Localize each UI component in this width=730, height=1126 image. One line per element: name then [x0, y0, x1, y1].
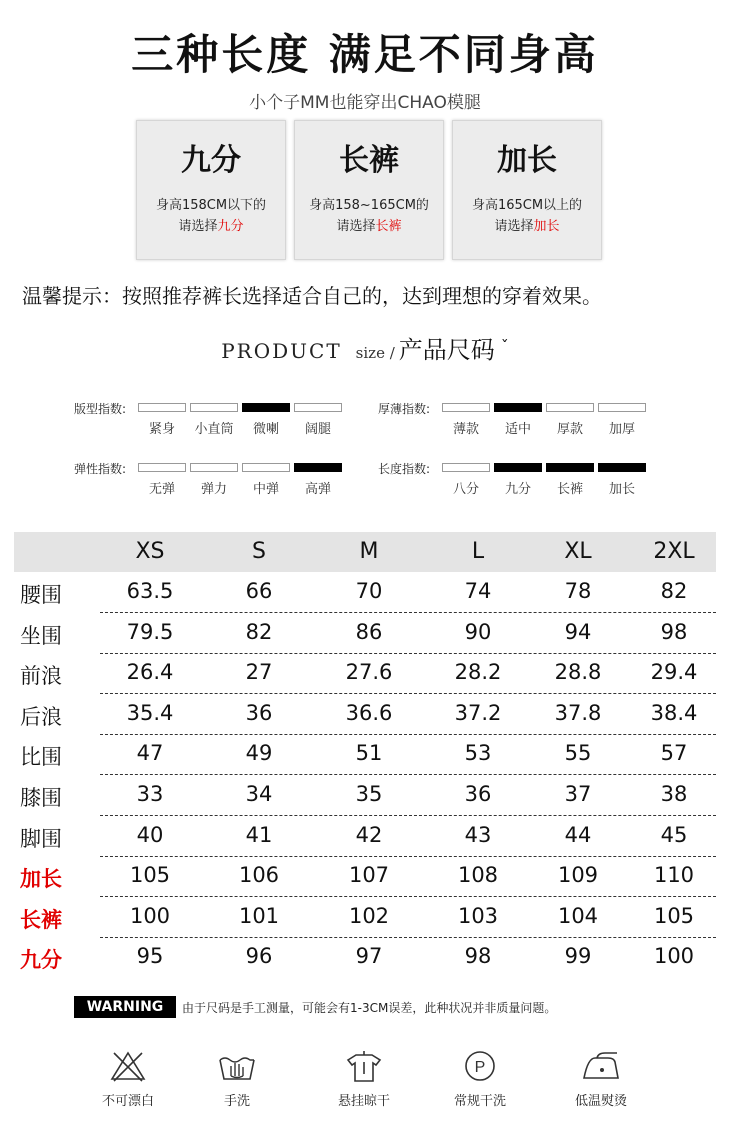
table-cell: 28.2: [454, 660, 502, 684]
card-line1: 身高165CM以上的: [471, 198, 583, 213]
table-cell: 99: [564, 944, 592, 968]
row-divider: [100, 896, 716, 897]
care-item-dry-clean: [420, 1048, 540, 1109]
index-label: 厚薄指数:: [378, 402, 431, 416]
table-cell: 109: [557, 863, 599, 887]
table-cell: 29.4: [650, 660, 698, 684]
product-word: PRODUCT: [221, 339, 342, 363]
index-bar: [442, 403, 490, 412]
card-line1: 身高158~165CM的: [309, 198, 429, 213]
table-cell: 97: [355, 944, 383, 968]
index-option-label: 长裤: [556, 482, 583, 497]
index-option-label: 高弹: [304, 482, 331, 497]
card-line2-highlight: 加长: [533, 219, 560, 234]
length-card-jiachang: [452, 120, 602, 260]
card-line1: 身高158CM以下的: [155, 198, 267, 213]
product-cn-title: 产品尺码: [398, 336, 495, 364]
table-cell: 37.2: [454, 701, 502, 725]
table-cell: 43: [464, 823, 492, 847]
table-cell: 53: [464, 741, 492, 765]
card-line2-highlight: 九分: [217, 219, 244, 234]
index-option-label: 加长: [608, 482, 635, 497]
table-cell: 41: [245, 823, 273, 847]
table-cell: 36: [464, 782, 492, 806]
index-option-label: 厚款: [556, 422, 583, 437]
table-cell: 98: [660, 620, 688, 644]
table-cell: 100: [129, 904, 171, 928]
index-option-label: 阔腿: [304, 422, 331, 437]
row-label: 后浪: [20, 705, 62, 729]
table-cell: 45: [660, 823, 688, 847]
table-cell: 35: [355, 782, 383, 806]
card-title: 长裤: [339, 143, 399, 178]
care-item-hang-dry: [304, 1048, 424, 1109]
row-divider: [100, 937, 716, 938]
index-option-label: 小直筒: [194, 422, 234, 437]
card-line2-prefix: 请选择: [178, 219, 218, 234]
table-cell: 107: [348, 863, 390, 887]
index-option-label: 薄款: [452, 422, 479, 437]
row-divider: [100, 612, 716, 613]
table-cell: 63.5: [126, 579, 174, 603]
index-bar: [494, 463, 542, 472]
table-cell: 94: [564, 620, 592, 644]
table-cell: 28.8: [554, 660, 602, 684]
column-header: XS: [135, 539, 165, 564]
table-cell: 40: [136, 823, 164, 847]
index-option-label: 九分: [504, 482, 531, 497]
low-iron-icon: [581, 1048, 621, 1084]
table-cell: 108: [457, 863, 499, 887]
table-cell: 101: [238, 904, 280, 928]
care-label: 手洗: [223, 1094, 250, 1109]
index-option-label: 适中: [504, 422, 531, 437]
index-bar: [294, 463, 342, 472]
index-bar: [442, 463, 490, 472]
card-line2-prefix: 请选择: [494, 219, 534, 234]
care-label: 悬挂晾干: [337, 1094, 390, 1109]
column-header: M: [359, 539, 379, 564]
row-divider: [100, 856, 716, 857]
index-bar: [546, 463, 594, 472]
length-card-jiufen: [136, 120, 286, 260]
tip-text: 温馨提示：按照推荐裤长选择适合自己的，达到理想的穿着效果。: [22, 284, 602, 308]
table-cell: 33: [136, 782, 164, 806]
table-cell: 110: [653, 863, 695, 887]
card-title: 九分: [181, 143, 241, 178]
index-option-label: 中弹: [252, 482, 279, 497]
table-cell: 47: [136, 741, 164, 765]
length-card-changku: [294, 120, 444, 260]
table-cell: 26.4: [126, 660, 174, 684]
warning-badge: WARNING: [74, 996, 176, 1018]
care-item-hand-wash: [177, 1048, 297, 1109]
column-header: XL: [564, 539, 592, 564]
row-label: 长裤: [20, 908, 62, 932]
table-cell: 55: [564, 741, 592, 765]
table-cell: 34: [245, 782, 273, 806]
index-bar: [138, 403, 186, 412]
index-bar: [598, 403, 646, 412]
card-title: 加长: [497, 143, 557, 178]
row-label: 膝围: [20, 786, 62, 810]
table-cell: 78: [564, 579, 592, 603]
index-label: 弹性指数:: [74, 462, 127, 476]
index-option-label: 微喇: [252, 422, 279, 437]
page-title: 三种长度 满足不同身高: [131, 30, 599, 79]
table-cell: 36.6: [345, 701, 393, 725]
card-line2-highlight: 长裤: [375, 219, 402, 234]
table-cell: 66: [245, 579, 273, 603]
index-option-label: 紧身: [148, 422, 175, 437]
row-label: 比围: [20, 745, 62, 769]
row-label: 坐围: [20, 624, 62, 648]
table-cell: 105: [653, 904, 695, 928]
table-cell: 38.4: [650, 701, 698, 725]
dry-clean-glyph: P: [474, 1059, 486, 1076]
table-cell: 49: [245, 741, 273, 765]
row-divider: [100, 734, 716, 735]
column-header: L: [471, 539, 485, 564]
care-item-low-iron: [541, 1048, 661, 1109]
table-cell: 82: [245, 620, 273, 644]
product-header: [0, 330, 730, 365]
table-cell: 51: [355, 741, 383, 765]
table-cell: 104: [557, 904, 599, 928]
table-cell: 102: [348, 904, 390, 928]
index-bar: [546, 403, 594, 412]
index-option-label: 弹力: [200, 482, 227, 497]
index-bar: [242, 463, 290, 472]
row-label: 腰围: [20, 583, 62, 607]
table-cell: 103: [457, 904, 499, 928]
table-cell: 74: [464, 579, 492, 603]
care-label: 低温熨烫: [574, 1094, 627, 1109]
product-size-word: size /: [355, 344, 395, 362]
row-divider: [100, 815, 716, 816]
row-divider: [100, 653, 716, 654]
table-cell: 95: [136, 944, 164, 968]
index-bar: [190, 403, 238, 412]
dry-clean-icon: [460, 1048, 500, 1084]
table-cell: 42: [355, 823, 383, 847]
care-label: 常规干洗: [453, 1094, 506, 1109]
table-cell: 90: [464, 620, 492, 644]
table-cell: 37: [564, 782, 592, 806]
table-cell: 27.6: [345, 660, 393, 684]
table-cell: 105: [129, 863, 171, 887]
row-divider: [100, 693, 716, 694]
care-item-no-bleach: [68, 1048, 188, 1109]
table-cell: 96: [245, 944, 273, 968]
hang-dry-icon: [344, 1048, 384, 1084]
row-label: 前浪: [20, 664, 62, 688]
index-bar: [138, 463, 186, 472]
table-cell: 82: [660, 579, 688, 603]
index-label: 长度指数:: [378, 462, 431, 476]
table-cell: 57: [660, 741, 688, 765]
index-option-label: 无弹: [148, 482, 175, 497]
card-line2-prefix: 请选择: [336, 219, 376, 234]
row-divider: [100, 774, 716, 775]
page-subtitle: 小个子MM也能穿出CHAO模腿: [249, 93, 481, 113]
column-header: S: [252, 539, 266, 564]
index-bar: [294, 403, 342, 412]
index-option-label: 加厚: [608, 422, 635, 437]
index-bar: [494, 403, 542, 412]
table-cell: 106: [238, 863, 280, 887]
row-label: 九分: [20, 948, 62, 972]
table-cell: 100: [653, 944, 695, 968]
index-bar: [242, 403, 290, 412]
table-cell: 86: [355, 620, 383, 644]
index-label: 版型指数:: [74, 402, 127, 416]
row-label: 脚围: [20, 827, 62, 851]
table-cell: 98: [464, 944, 492, 968]
chevron-down-icon: ˇ: [500, 337, 509, 356]
row-label: 加长: [20, 867, 62, 891]
index-bar: [190, 463, 238, 472]
table-cell: 37.8: [554, 701, 602, 725]
table-cell: 27: [245, 660, 273, 684]
table-cell: 38: [660, 782, 688, 806]
table-cell: 70: [355, 579, 383, 603]
care-label: 不可漂白: [101, 1094, 154, 1109]
table-cell: 44: [564, 823, 592, 847]
warning-text: 由于尺码是手工测量，可能会有1-3CM误差，此种状况并非质量问题。: [182, 1001, 557, 1015]
table-cell: 79.5: [126, 620, 174, 644]
table-cell: 35.4: [126, 701, 174, 725]
table-cell: 36: [245, 701, 273, 725]
index-bar: [598, 463, 646, 472]
column-header: 2XL: [653, 539, 695, 564]
no-bleach-icon: [108, 1048, 148, 1084]
index-option-label: 八分: [452, 482, 479, 497]
hand-wash-icon: [217, 1048, 257, 1084]
